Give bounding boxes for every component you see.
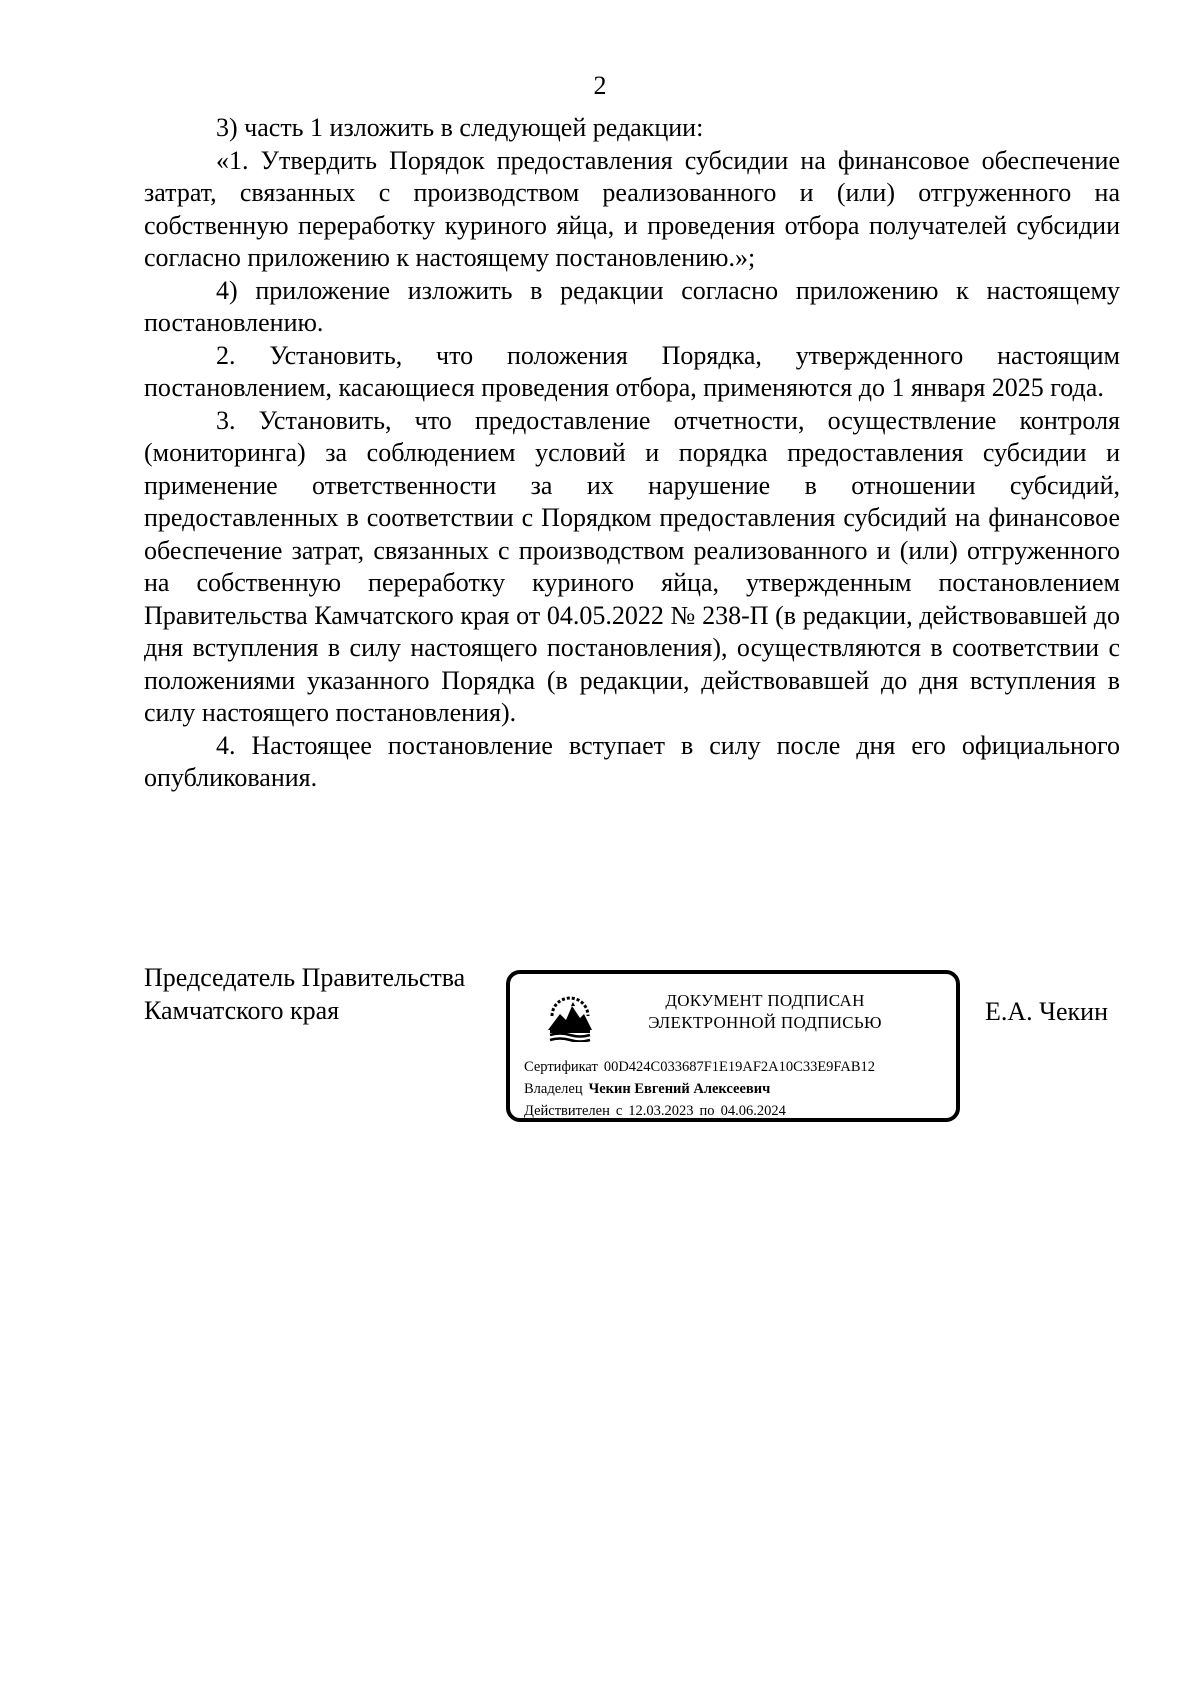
stamp-owner-row: [524, 1078, 875, 1100]
stamp-certificate-label: Сертификат: [524, 1059, 598, 1075]
signer-position: [144, 962, 465, 1027]
stamp-valid-from: 12.03.2023: [628, 1103, 694, 1119]
paragraph-item-4: 4. Настоящее постановление вступает в силу после дня его официального опубликования.: [144, 730, 1120, 792]
stamp-valid-from-label: с: [615, 1103, 623, 1119]
signature-block: [144, 962, 1120, 1142]
stamp-owner-label: Владелец: [524, 1081, 583, 1097]
electronic-signature-stamp: [506, 970, 960, 1122]
stamp-valid-label: Действителен: [524, 1103, 610, 1119]
paragraph-item-2: 2. Установить, что положения Порядка, утвержденного настоящим постановлением, касающиеся проведения отбора, применяются до 1 января 2025 года.: [144, 340, 1120, 402]
paragraph-new-part1-text: «1. Утвердить Порядок предоставления субсидии на финансовое обеспечение затрат, связанных с производством реализованного и (или) отгруженного на собственную переработку куриного яйца, и проведения отбора получателей субсидии согласно приложению к настоящему постановлению.»;: [144, 145, 1120, 272]
stamp-valid-to-label: по: [699, 1103, 715, 1119]
signer-position-line2: Камчатского края: [144, 995, 340, 1025]
document-body: [144, 112, 1120, 795]
paragraph-item-3: 3. Установить, что предоставление отчетности, осуществление контроля (мониторинга) за соблюдением условий и порядка предоставления субсидии и применение ответственности за их нарушение в отношении субсидий, предоставленных в соответствии с Порядком предоставления субсидий на финансовое обеспечение затрат, связанных с производством реализованного и (или) отгруженного на собственную переработку куриного яйца, утвержденным постановлением Правительства Камчатского края от 04.05.2022 № 238-П (в редакции, действовавшей до дня вступления в силу настоящего постановления), осуществляются в соответствии с положениями указанного Порядка (в редакции, действовавшей до дня вступления в силу настоящего постановления).: [144, 405, 1120, 727]
stamp-details: [524, 1056, 875, 1122]
stamp-validity-row: [524, 1100, 875, 1122]
signer-position-line1: Председатель Правительства: [144, 963, 466, 992]
stamp-header-line1: ДОКУМЕНТ ПОДПИСАН: [665, 991, 865, 1010]
stamp-valid-to: 04.06.2024: [720, 1103, 786, 1119]
stamp-owner-value: Чекин Евгений Алексеевич: [588, 1081, 771, 1097]
kamchatka-emblem-icon: [544, 992, 596, 1042]
signer-name: Е.А. Чекин: [984, 997, 1108, 1026]
stamp-header-line2: ЭЛЕКТРОННОЙ ПОДПИСЬЮ: [648, 1013, 882, 1032]
stamp-header: [620, 990, 910, 1034]
paragraph-amendment-part1: 3) часть 1 изложить в следующей редакции:: [216, 113, 704, 142]
stamp-certificate-value: 00D424C033687F1E19AF2A10C33E9FAB12: [603, 1059, 876, 1075]
stamp-certificate-row: [524, 1056, 875, 1078]
page-number: 2: [593, 71, 607, 100]
paragraph-amendment-appendix: 4) приложение изложить в редакции согласно приложению к настоящему постановлению.: [144, 275, 1120, 337]
